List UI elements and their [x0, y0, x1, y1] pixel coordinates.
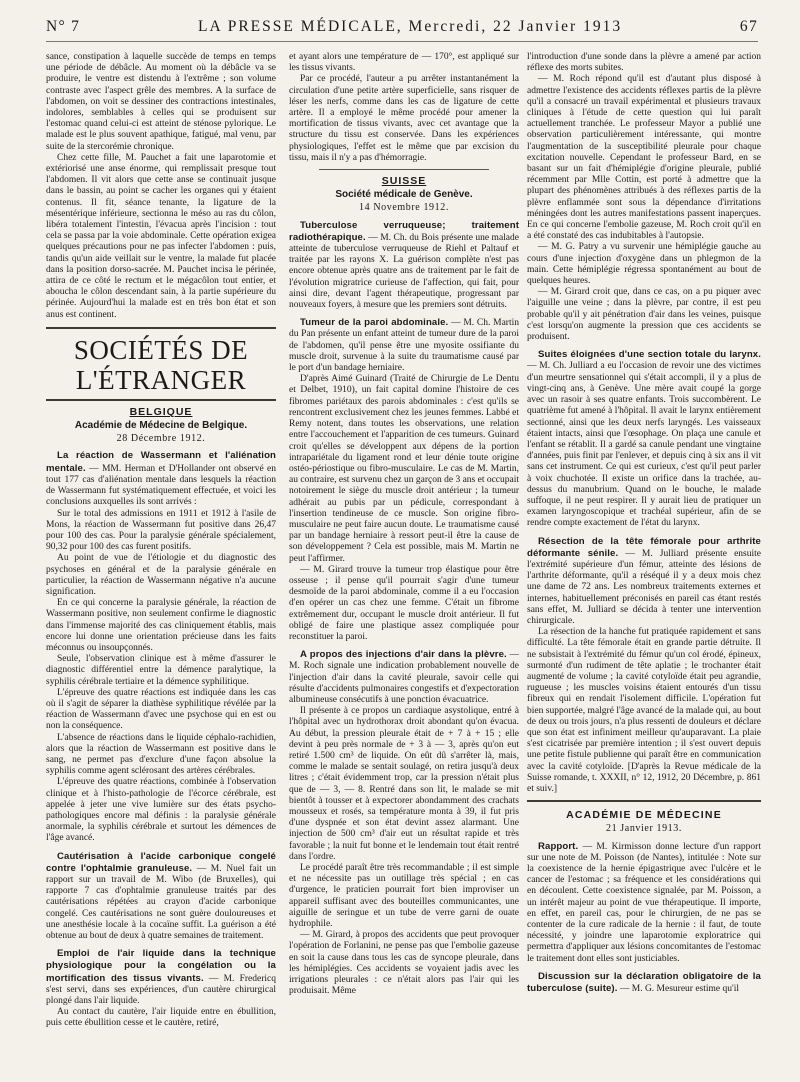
column-1 — [46, 52, 276, 1074]
article — [289, 220, 519, 312]
article — [527, 349, 761, 529]
article-text: — M. Fredericq s'est servi, dans ses expériences, d'un cautère chirurgical plongé dans l'air liquide. — [46, 973, 276, 1007]
paragraph: Au contact du cautère, l'air liquide entre en ébullition, puis cette ébullition cesse et le cautère, retiré, — [46, 1007, 276, 1029]
session-date: 21 Janvier 1913. — [606, 823, 682, 835]
article-title: Discussion sur la déclaration obligatoire de la tuberculose (suite). — [527, 970, 761, 995]
article — [527, 841, 761, 965]
article — [46, 948, 276, 1007]
paragraph: Sur le total des admissions en 1911 et 1912 à l'asile de Mons, la réaction de Wassermann fut positive dans 26,47 pour 100 des cas. Pour la paralysie générale spécialement, 90,32 pour 100 des cas furent positifs. — [46, 508, 276, 553]
article-title: Résection de la tête fémorale pour arthrite déformante sénile. — [527, 535, 761, 559]
divider — [527, 800, 761, 802]
divider — [319, 169, 489, 170]
article-text: — M. Roch signale une indication probablement nouvelle de l'injection d'air dans la cavité pleurale, savoir celle qui résulte d'accidents pulmonaires congestifs et d'expectoration albumineuse consécutifs à une ponction évacuatrice. — [289, 650, 519, 705]
paragraph: Au point de vue de l'étiologie et du diagnostic des psychoses en général et de la paralysie générale en particulier, la réaction de Wassermann négative n'a aucune signification. — [46, 553, 276, 597]
article — [527, 536, 761, 628]
paragraph: — M. Girard, à propos des accidents que peut provoquer l'opération de Forlanini, ne pense pas que l'embolie gazeuse en soit la cause dans tous les cas de syncope pleurale, dans les hémiplégies. Ces accidents se voyaient jadis avec les irrigations pleurales : ce n'était alors pas l'air qui les produisait. Même — [289, 930, 519, 997]
article — [289, 317, 519, 374]
article-title: Emploi de l'air liquide dans la technique physiologique pour la congélation ou la mortification des tissus vivants. — [46, 948, 276, 984]
paragraph: L'absence de réactions dans le liquide céphalo-rachidien, alors que la réaction de Wassermann est positive dans le sang, ne permet pas d'exclure d'une façon absolue la syphilis comme agent sclérosant des artères cérébrales. — [46, 732, 276, 777]
article-title: Tumeur de la paroi abdominale. — [300, 317, 449, 329]
article-text: — MM. Herman et D'Hollander ont observé en tout 177 cas d'aliénation mentale dans lesquels la réaction de Wassermann fut systématiquement effectuée, et voici les conclusions auxquelles ils sont arrivés : — [46, 463, 276, 508]
paragraph: La résection de la hanche fut pratiquée rapidement et sans difficulté. La tête fémorale était en grande partie détruite. Il ne subsistait à l'extrémité du fémur qu'un col érodé, épineux, surmonté d'un rudiment de tête aplatie ; le trochanter était augmenté de volume ; la cavité cotyloïde était peu agrandie, rugueuse ; les muscles voisins étaient entourés d'un tissu fibreux qui en rendait l'isolement difficile. L'opération fut bien supportée, malgré l'âge avancé de la malade qui, au bout de deux ou trois jours, n'a plus ressenti de douleurs et déclare que son état est infiniment meilleur qu'auparavant. La plaie s'est cicatrisée par première intention ; il s'est ouvert depuis une petite fistule publienne qui paraît être en communication avec la cavité cotyloïde. [D'après la Revue médicale de la Suisse romande, t. XXXII, n° 12, 1912, 20 Décembre, p. 861 et suiv.] — [527, 627, 761, 794]
country-heading: BELGIQUE — [129, 405, 193, 418]
page-number: 67 — [739, 18, 758, 35]
article-text: — M. Kirmisson donne lecture d'un rapport sur une note de M. Poisson (de Nantes), intitulée : Note sur la coexistence de la hernie épigastrique avec l'ulcère et le cancer de l'estomac ; sa fréquence et les considérations qui en découlent. Cette coexistence signalée, par M. Poisson, a un intérêt majeur au point de vue thérapeutique. Il importe, en effet, en pareil cas, pour le chirurgien, de ne pas se contenter de la cure radicale de la hernie : il faut, de toute nécessité, y joindre une laparotomie exploratrice qui permettra d'appliquer aux lésions concomitantes de l'estomac le traitement dont elles sont justiciables. — [527, 841, 761, 964]
article-title: Rapport. — [538, 840, 579, 852]
column-2 — [289, 52, 519, 1074]
article-text: — M. Nuel fait un rapport sur un travail de M. Wibo (de Bruxelles), qui rapporte 7 cas d'ophtalmie granuleuse traités par des cautérisations répétées au crayon d'acide carbonique congelé. Ces cautérisations ne sont guère douloureuses et une anesthésie locale à la cocaïne suffit. La guérison a été obtenue au bout de deux à quatre semaines de traitement. — [46, 863, 276, 942]
article — [46, 450, 276, 508]
academy-heading: ACADÉMIE DE MÉDECINE — [566, 809, 722, 822]
article-title: Cautérisation à l'acide carbonique congelé contre l'ophtalmie granuleuse. — [46, 850, 276, 874]
paragraph: D'après Aimé Guinard (Traité de Chirurgie de Le Dentu et Delbet, 1910), un fait capital domine l'histoire de ces fibromes pariétaux des parois abdominales : c'est qu'ils se rencontrent exclusivement chez les jeunes femmes. Labbé et Remy notent, dans toutes les observations, une relation entre l'accouchement et l'apparition de ces tumeurs. Guinard croit qu'elles se développent aux dépens de la portion intrapariétale du ligament rond et leur dénie toute origine ostéo-périostique ou fibro-musculaire. Le cas de M. Martin, au contraire, est survenu chez un garçon de 3 ans et occupait notoirement le siège du muscle droit antérieur ; la tumeur adhérait au pubis par un pédicule, correspondant à l'insertion tendineuse de ce muscle. Son origine fibro-musculaire ne peut faire aucun doute. Le traumatisme causé par un bandage herniaire à ressort peut-il être la cause de son développement ? Cela est possible, mais M. Martin ne peut l'affirmer. — [289, 374, 519, 564]
paragraph: — M. Girard trouve la tumeur trop élastique pour être osseuse ; il pense qu'il pourrait s'agir d'une tumeur desmoïde de la paroi abdominale, comme il a eu l'occasion d'en opérer un cas chez une femme. C'était un fibrome extrêmement dur, occupant le muscle droit antérieur. Il fut obligé de faire une plastique assez compliquée pour reconstituer la paroi. — [289, 564, 519, 642]
paragraph: Il présente à ce propos un cardiaque asystolique, entré à l'hôpital avec un hydrothorax droit abondant qu'on évacua. Au début, la pression pleurale était de + 7 à + 15 ; elle devint à peu près normale de + 3 à — 3, après qu'on eut retiré 1.500 cm³ de liquide. On eût dû s'arrêter là, mais, comme le malade se sentait soulagé, on retira jusqu'à deux litres ; c'était évidemment trop, car la pression n'était plus que de — 3, — 8. Rentré dans son lit, le malade se mit bientôt à tousser et à expectorer abondamment des crachats mousseux et rosés, sa température monta à 39, il fut pris d'une dyspnée et son état devint assez alarmant. Une injection de 500 cm³ d'air eut un résultat rapide et très favorable ; la nuit fut bonne et le lendemain tout était rentré dans l'ordre. — [289, 706, 519, 862]
paragraph: Par ce procédé, l'auteur a pu arrêter instantanément la circulation d'une petite artère superficielle, sans risquer de léser les nerfs, comme dans les cas de ligature de cette artère. Il a employé le même procédé pour amener la mortification de tissus vivants, avec cet avantage que la structure du tissu est conservée. Dans les expériences physiologiques, l'effet est le même que par excision du tissu, mais il n'y a pas d'hémorragie. — [289, 74, 519, 163]
paragraph: — M. Roch répond qu'il est d'autant plus disposé à admettre l'existence des accidents réflexes partis de la plèvre qu'il a consacré un travail expérimental et plusieurs travaux cliniques à l'étude de cette question qui lui paraît actuellement tranchée. Le professeur Mayor a publié une observation particulièrement intéressante, qui montre l'augmentation de la susceptibilité pleurale pour chaque excitation nouvelle. Cependant le professeur Bard, en se basant sur un fait d'hémiplégie d'origine pleurale, publié récemment par Mlle Cottin, est porté à admettre que la plupart des phénomènes attribués à des réflexes partis de la plèvre enflammée sont sous la dépendance d'irritations méningées dont les autres manifestations passent inaperçues. En ce qui concerne l'embolie gazeuse, M. Roch croit qu'il en a été constaté des cas indubitables à l'autopsie. — [527, 74, 761, 242]
paragraph: En ce qui concerne la paralysie générale, la réaction de Wassermann positive, non seulement confirme le diagnostic dans l'immense majorité des cas cliniquement établis, mais encore lui donne une orientation précieuse dans les faits méconnus ou insoupçonnés. — [46, 598, 276, 653]
society-heading: Académie de Médecine de Belgique. — [74, 420, 248, 432]
article-text: — M. Ch. du Bois présente une malade atteinte de tuberculose verruqueuse de Riehl et Paltauf et traitée par les rayons X. La guérison complète n'est pas encore obtenue après quatre ans de traitement par le fait de l'évolution migratrice curieuse de l'affection, qui fait, pour ainsi dire, devant l'agent thérapeutique, progressant par nouveaux foyers, à mesure que les premiers sont détruits. — [289, 232, 519, 311]
article — [527, 971, 761, 995]
paragraph: Le procédé paraît être très recommandable ; il est simple et ne nécessite pas un outillage très spécial ; en cas d'urgence, le praticien pourrait fort bien improviser un appareil suffisant avec des bouteilles communicantes, une aiguille de seringue et un tube de verre garni de ouate hydrophile. — [289, 863, 519, 930]
paragraph: L'épreuve des quatre réactions, combinée à l'observation clinique et à l'histo-pathologie de l'écorce cérébrale, est appelée à jeter une vive lumière sur des états psycho-pathologiques encore mal définis : la paralysie générale anormale, la syphilis cérébrale et surtout les démences de l'âge avancé. — [46, 777, 276, 844]
article-text: — M. Julliard présente ensuite l'extrémité supérieure d'un fémur, atteinte des lésions de l'arthrite déformante, qu'il a réséqué il y a deux mois chez une dame de 72 ans. Les nombreux traitements externes et internes, habituellement préconisés en pareil cas étant restés sans effet, M. Julliard se décida à tenter une intervention chirurgicale. — [527, 548, 761, 626]
paragraph: sance, constipation à laquelle succède de temps en temps une période de débâcle. Au moment où la débâcle va se produire, le ventre est distendu à l'extrême ; son volume contraste avec l'aspect grêle des membres. A la surface de l'abdomen, on voit se dessiner des contractions intestinales, indolores, semblables à celles qui se produisent sur l'estomac quand celui-ci est atteint de sténose pylorique. Le malade est le plus souvent apathique, fatigué, mal venu, par suite de la stercorémie chronique. — [46, 52, 276, 152]
paragraph: — M. G. Patry a vu survenir une hémiplégie gauche au cours d'une injection d'oxygène dans un phlegmon de la main. Cette hémiplégie régressa spontanément au bout de quelques heures. — [527, 242, 761, 287]
session-date: 28 Décembre 1912. — [116, 433, 206, 445]
paragraph: Chez cette fille, M. Pauchet a fait une laparotomie et extériorisé une anse énorme, qui remplissait presque tout l'abdomen. Il vit alors que cette anse se continuait jusque dans le bassin, au point se cacher les organes qui y étaient contenus. Il fit, séance tenante, la ligature de la mésentérique inférieure, sectionna le méso au ras du côlon, libéra totalement l'intestin, l'évacua après l'incision : tout cela se passa par la voie abdominale. Cette opération exigea quelques précautions pour ne pas infecter l'abdomen : puis, tandis qu'un aide veillait sur le ventre, la malade fut placée dans la position dorso-sacrée. M. Pauchet incisa le périnée, attira de ce côté le rectum et le mégacôlon tout entier, et aboucha le côlon descendant sain, à la partie supérieure du périnée. Aujourd'hui la malade est en très bon état et son anus est continent. — [46, 152, 276, 320]
paragraph: l'introduction d'une sonde dans la plèvre a amené par action réflexe des morts subites. — [527, 52, 761, 74]
country-heading: SUISSE — [381, 175, 427, 188]
article — [46, 851, 276, 943]
column-3 — [527, 52, 761, 1074]
session-date: 14 Novembre 1912. — [359, 202, 449, 214]
section-title: SOCIÉTÉS DE L'ÉTRANGER — [46, 327, 276, 401]
paragraph: et ayant alors une température de — 170°, est appliqué sur les tissus vivants. — [289, 52, 519, 74]
running-head — [46, 18, 758, 42]
article-title: Tuberculose verruqueuse; traitement radiothérapique. — [289, 219, 519, 243]
paragraph: L'épreuve des quatre réactions est indiquée dans les cas où il s'agit de séparer la diathèse syphilitique révélée par la réaction de Wassermann d'avec une psychose qui en est ou non la conséquence. — [46, 687, 276, 732]
issue-number: N° 7 — [46, 18, 81, 35]
journal-title: LA PRESSE MÉDICALE, Mercredi, 22 Janvier 1913 — [198, 18, 623, 35]
article-title: A propos des injections d'air dans la plèvre. — [300, 649, 507, 661]
paragraph: — M. Girard croit que, dans ce cas, on a pu piquer avec l'aiguille une veine ; dans la plèvre, par contre, il est peu probable qu'il y ait pénétration d'air dans les veines, puisque c'est lorsqu'on augmente la pression que ces accidents se produisent. — [527, 287, 761, 343]
society-heading: Société médicale de Genève. — [335, 189, 473, 201]
article-title: La réaction de Wassermann et l'aliénation mentale. — [46, 450, 276, 474]
paragraph: Seule, l'observation clinique est à même d'assurer le diagnostic différentiel entre la démence paralytique, la syphilis cérébrale tertiaire et la démence syphilitique. — [46, 654, 276, 687]
article-title: Suites éloignées d'une section totale du larynx. — [538, 349, 761, 361]
article-text: — M. Ch. Martin du Pan présente un enfant atteint de tumeur dure de la paroi de l'abdomen, qu'il pense être une myosite ossifiante du muscle droit, survenue à la suite du traumatisme causé par le port d'un bandage herniaire. — [289, 318, 519, 374]
article-text: — M. Ch. Julliard a eu l'occasion de revoir une des victimes d'un meurtre sensationnel qui s'était accompli, il y a plus de vingt-cinq ans, à Genève. Une mère avait coupé la gorge avec un rasoir à ses quatre enfants. Trois succombèrent. Le quatrième fut amené à l'hôpital. Il avait le larynx entièrement sectionné, ainsi que les deux nerfs laryngés. Les vaisseaux étaient intacts, ainsi que l'œsophage. On plaça une canule et l'enfant se rétablit. Il a gardé sa canule pendant une vingtaine d'années, puis finit par l'enlever, et depuis cinq à six ans il vit sans cet instrument. Ce qui est curieux, c'est qu'il peut parler à voix chuchotée. Il existe un orifice dans la trachée, au-dessus du manubrium. Quand on le bouche, le malade suffoque, il ne peut respirer. Il y aurait lieu de pratiquer un examen laryngoscopique et trachéal supérieur, afin de se rendre compte exactement de l'état du larynx. — [527, 361, 761, 529]
article-text: — M. G. Mesureur estime qu'il — [617, 984, 740, 995]
article — [289, 649, 519, 706]
